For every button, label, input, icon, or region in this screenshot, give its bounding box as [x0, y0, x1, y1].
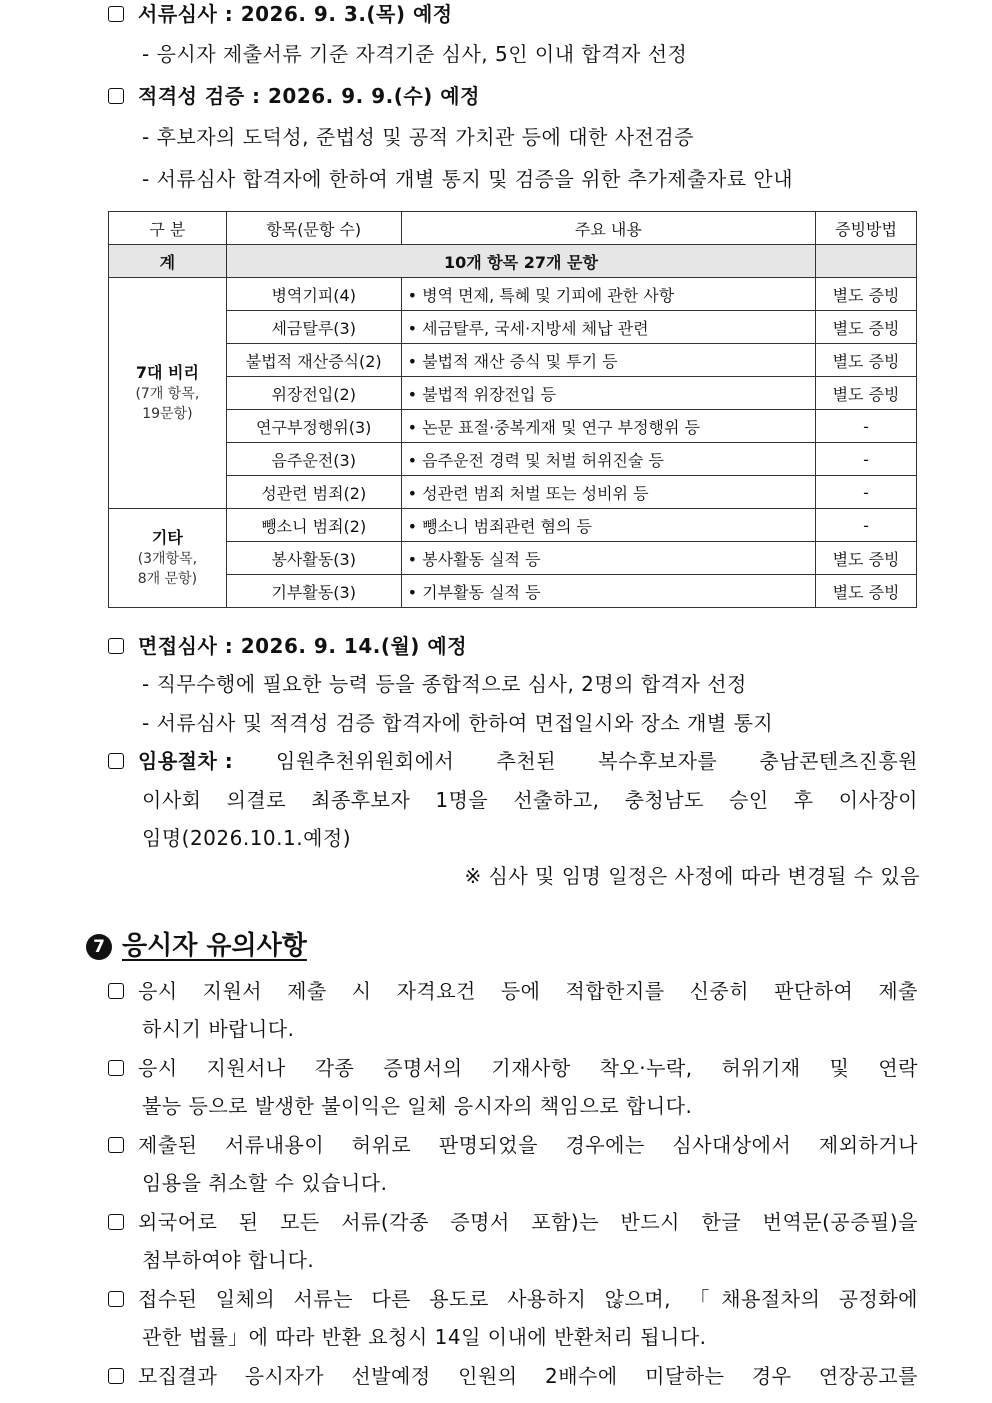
proof-cell: 별도 증빙: [816, 311, 917, 344]
table-header-cell: 주요 내용: [401, 212, 815, 245]
proof-cell: 별도 증빙: [816, 575, 917, 608]
proof-cell: -: [816, 443, 917, 476]
interview-heading: 면접심사 : 2026. 9. 14.(월) 예정: [108, 632, 467, 660]
proof-cell: -: [816, 509, 917, 542]
interview-detail: - 직무수행에 필요한 능력 등을 종합적으로 심사, 2명의 합격자 선정: [142, 672, 747, 696]
total-proof: [816, 245, 917, 278]
item-cell: 병역기피(4): [226, 278, 401, 311]
table-row: [109, 476, 917, 509]
content-cell: • 병역 면제, 특혜 및 기피에 관한 사항: [401, 278, 815, 311]
notice-item: 제출된 서류내용이 허위로 판명되었을 경우에는 심사대상에서 제외하거나: [108, 1131, 918, 1159]
notice-item-cont: 관한 법률」에 따라 반환 요청시 14일 이내에 반환처리 됩니다.: [142, 1325, 707, 1349]
group-name: 7대 비리: [135, 363, 199, 382]
interview-detail: - 서류심사 및 적격성 검증 합격자에 한하여 면접일시와 장소 개별 통지: [142, 711, 774, 735]
total-value: 10개 항목 27개 문항: [226, 245, 815, 278]
group-name: 기타: [151, 528, 183, 547]
proof-cell: 별도 증빙: [816, 344, 917, 377]
checkbox-square-icon: [108, 1137, 124, 1153]
verification-table: [108, 211, 917, 608]
item-cell: 위장전입(2): [226, 377, 401, 410]
table-header-cell: 증빙방법: [816, 212, 917, 245]
checkbox-square-icon: [108, 6, 124, 22]
item-cell: 연구부정행위(3): [226, 410, 401, 443]
content-cell: • 봉사활동 실적 등: [401, 542, 815, 575]
eligibility-detail: - 후보자의 도덕성, 준법성 및 공적 가치관 등에 대한 사전검증: [142, 125, 694, 149]
doc-review-heading: 서류심사 : 2026. 9. 3.(목) 예정: [108, 0, 453, 28]
table-row: [109, 344, 917, 377]
proof-cell: -: [816, 476, 917, 509]
appointment-text: 이사회 의결로 최종후보자 1명을 선출하고, 충청남도 승인 후 이사장이: [142, 788, 918, 812]
notice-item-cont: 첨부하여야 합니다.: [142, 1248, 315, 1272]
group-sub: (3개항목,: [137, 551, 198, 567]
table-row: [109, 443, 917, 476]
notice-item: 모집결과 응시자가 선발예정 인원의 2배수에 미달하는 경우 연장공고를: [108, 1362, 918, 1390]
notice-item-cont: 임용을 취소할 수 있습니다.: [142, 1171, 388, 1195]
item-cell: 성관련 범죄(2): [226, 476, 401, 509]
table-header-cell: 항목(문항 수): [226, 212, 401, 245]
section-7-heading: [86, 928, 307, 964]
checkbox-square-icon: [108, 1291, 124, 1307]
content-cell: • 불법적 위장전입 등: [401, 377, 815, 410]
group-cell: [109, 509, 227, 608]
section-number-badge: 7: [86, 934, 112, 960]
group-sub: (7개 항목,: [135, 386, 200, 402]
content-cell: • 불법적 재산 증식 및 투기 등: [401, 344, 815, 377]
doc-review-detail: - 응시자 제출서류 기준 자격기준 심사, 5인 이내 합격자 선정: [142, 42, 688, 66]
table-row: [109, 311, 917, 344]
eligibility-heading: 적격성 검증 : 2026. 9. 9.(수) 예정: [108, 82, 480, 110]
proof-cell: 별도 증빙: [816, 278, 917, 311]
checkbox-square-icon: [108, 1060, 124, 1076]
checkbox-square-icon: [108, 1214, 124, 1230]
group-cell: [109, 278, 227, 509]
group-sub: 8개 문항): [137, 571, 198, 587]
table-header-row: [109, 212, 917, 245]
content-cell: • 세금탈루, 국세·지방세 체납 관련: [401, 311, 815, 344]
schedule-note: ※ 심사 및 임명 일정은 사정에 따라 변경될 수 있음: [464, 864, 920, 888]
appointment-label: 임용절차 :: [138, 749, 234, 773]
notice-item: 응시 지원서 제출 시 자격요건 등에 적합한지를 신중히 판단하여 제출: [108, 977, 918, 1005]
notice-item: 접수된 일체의 서류는 다른 용도로 사용하지 않으며, 「채용절차의 공정화에: [108, 1285, 918, 1313]
content-cell: • 음주운전 경력 및 처벌 허위진술 등: [401, 443, 815, 476]
item-cell: 뺑소니 범죄(2): [226, 509, 401, 542]
proof-cell: 별도 증빙: [816, 377, 917, 410]
table-total-row: [109, 245, 917, 278]
notice-item-cont: 하시기 바랍니다.: [142, 1017, 295, 1041]
table-row: [109, 278, 917, 311]
appointment-text: 임명(2026.10.1.예정): [142, 826, 352, 850]
content-cell: • 성관련 범죄 처벌 또는 성비위 등: [401, 476, 815, 509]
checkbox-square-icon: [108, 753, 124, 769]
checkbox-square-icon: [108, 88, 124, 104]
group-sub: 19문항): [142, 406, 193, 422]
item-cell: 기부활동(3): [226, 575, 401, 608]
proof-cell: -: [816, 410, 917, 443]
proof-cell: 별도 증빙: [816, 542, 917, 575]
item-cell: 세금탈루(3): [226, 311, 401, 344]
item-cell: 음주운전(3): [226, 443, 401, 476]
table-row: [109, 542, 917, 575]
content-cell: • 뺑소니 범죄관련 혐의 등: [401, 509, 815, 542]
total-label: 계: [109, 245, 227, 278]
table-row: [109, 509, 917, 542]
table-row: [109, 575, 917, 608]
item-cell: 불법적 재산증식(2): [226, 344, 401, 377]
content-cell: • 논문 표절·중복게재 및 연구 부정행위 등: [401, 410, 815, 443]
table-row: [109, 410, 917, 443]
checkbox-square-icon: [108, 638, 124, 654]
content-cell: • 기부활동 실적 등: [401, 575, 815, 608]
appointment-text: 임원추천위원회에서 추천된 복수후보자를 충남콘텐츠진흥원: [276, 749, 918, 773]
eligibility-detail: - 서류심사 합격자에 한하여 개별 통지 및 검증을 위한 추가제출자료 안내: [142, 167, 794, 191]
section-title: 응시자 유의사항: [122, 931, 307, 961]
table-header-cell: 구 분: [109, 212, 227, 245]
checkbox-square-icon: [108, 1368, 124, 1384]
notice-item: 외국어로 된 모든 서류(각종 증명서 포함)는 반드시 한글 번역문(공증필)을: [108, 1208, 918, 1236]
table-row: [109, 377, 917, 410]
notice-item: 응시 지원서나 각종 증명서의 기재사항 착오·누락, 허위기재 및 연락: [108, 1054, 918, 1082]
checkbox-square-icon: [108, 983, 124, 999]
notice-item-cont: 불능 등으로 발생한 불이익은 일체 응시자의 책임으로 합니다.: [142, 1094, 693, 1118]
item-cell: 봉사활동(3): [226, 542, 401, 575]
